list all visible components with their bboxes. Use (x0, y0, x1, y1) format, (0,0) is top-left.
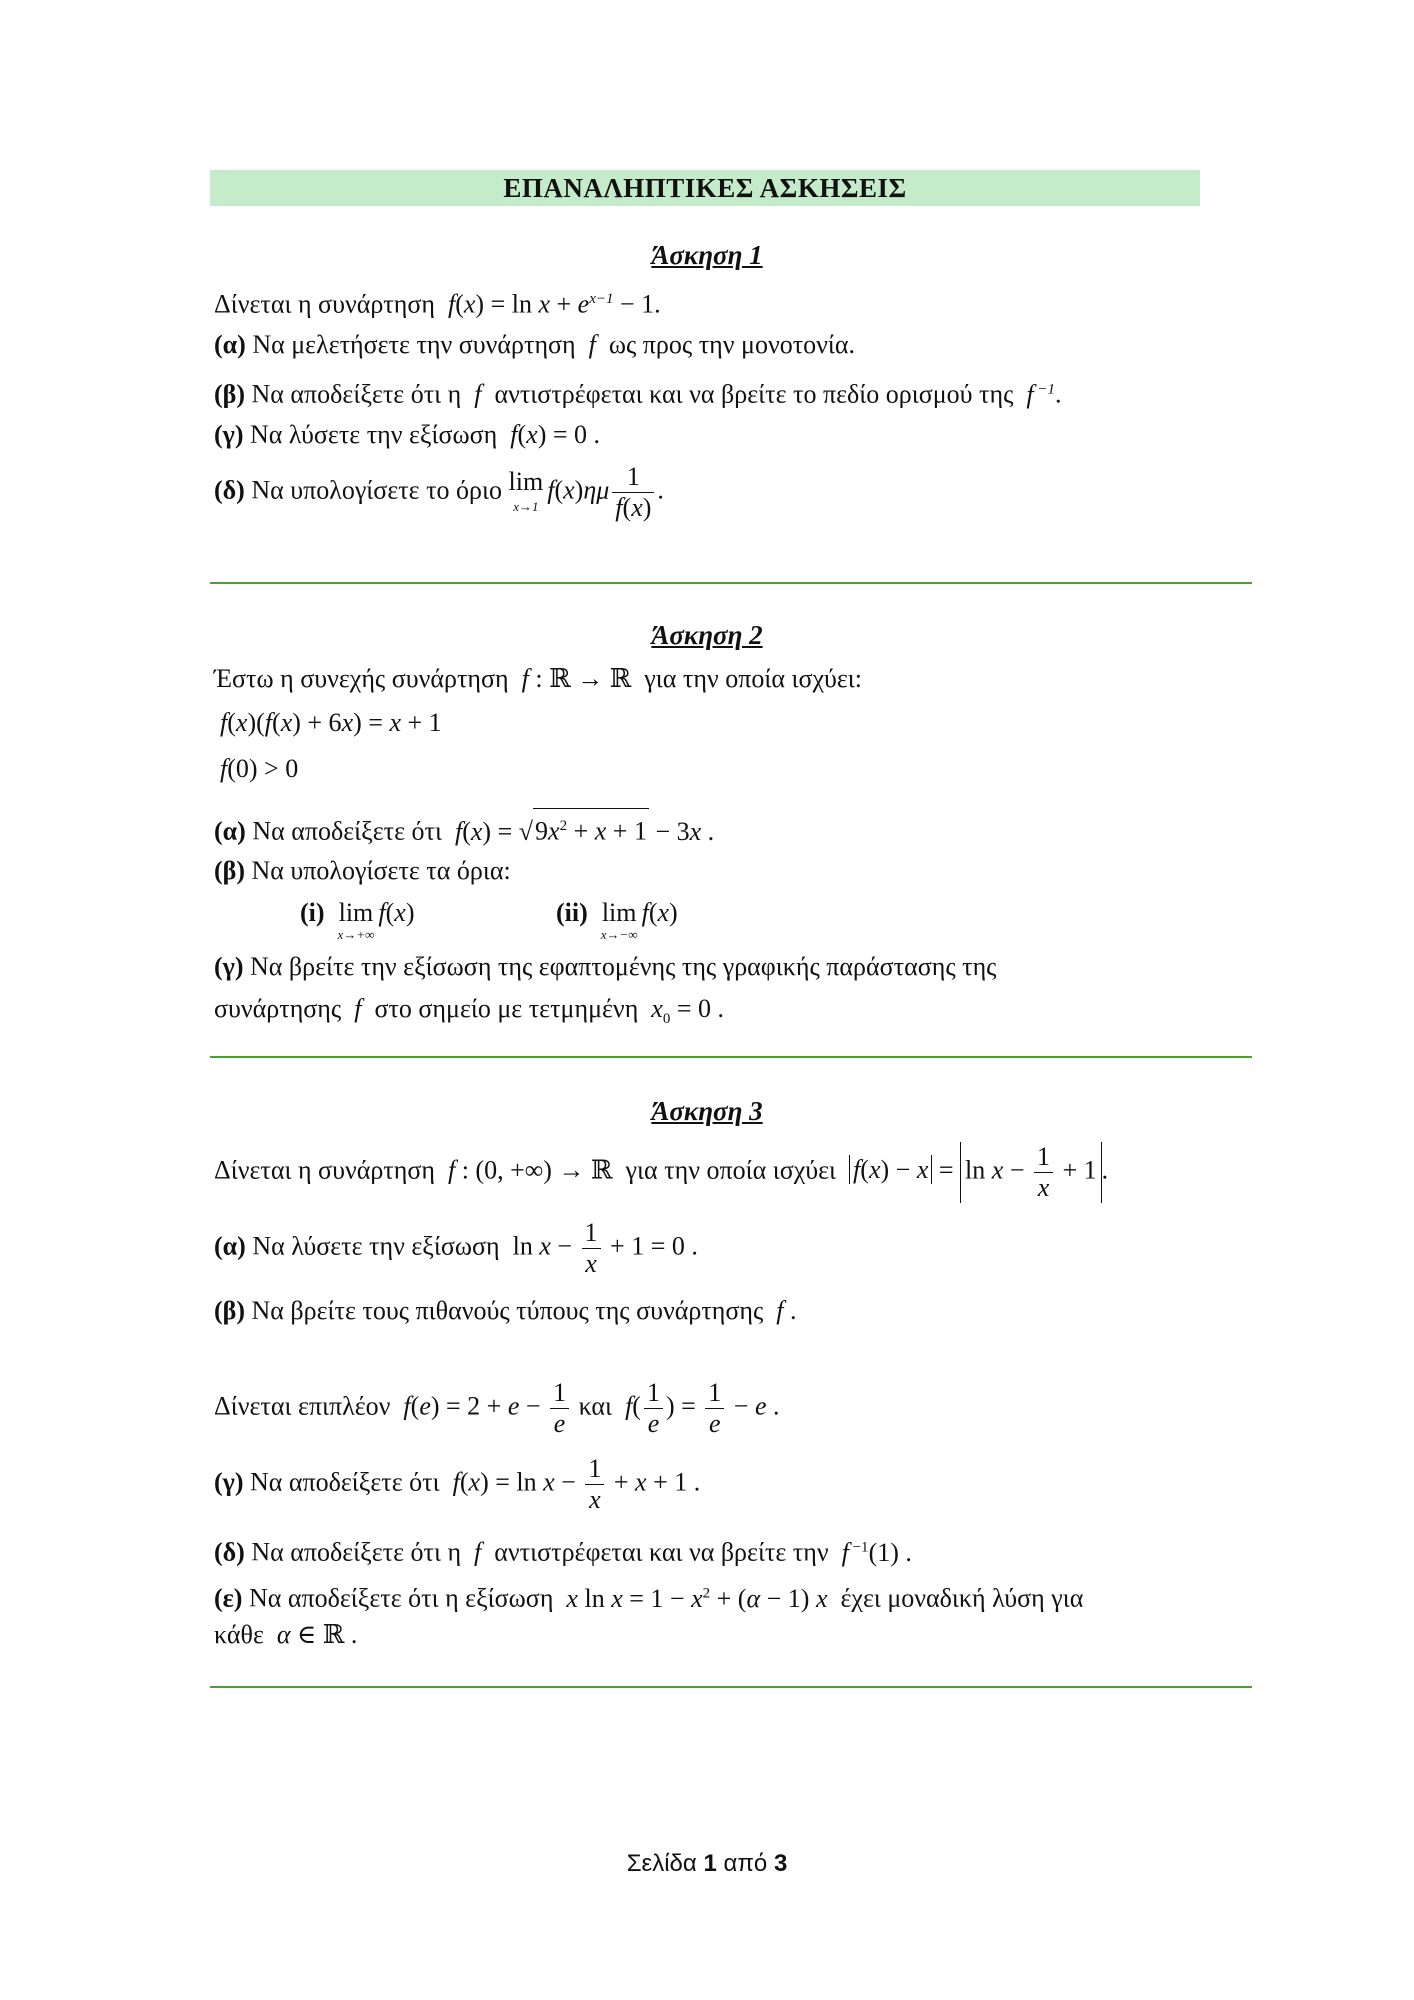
exercise-2-part-b (214, 854, 511, 888)
part-label: (γ) (214, 1467, 244, 1497)
exercise-3-part-a (214, 1218, 698, 1279)
math-f: f (769, 1296, 784, 1325)
exercise-1-title: Άσκηση 1 (651, 240, 763, 270)
part-text-after: ως προς την μονοτονία. (608, 330, 856, 359)
exercise-3-given (214, 1378, 780, 1439)
math-f-inverse: f $^{-1}$ (1019, 379, 1055, 409)
footer-total-pages: 3 (773, 1850, 788, 1877)
part-label: (β) (214, 856, 246, 885)
part-text: Να βρείτε τους πιθανούς τύπους της συνάρτησης (251, 1296, 764, 1325)
exercise-3-part-c (214, 1454, 700, 1515)
math-expression: $x_0 = 0$ . (651, 994, 725, 1028)
intro-text-after: για την οποία ισχύει: (644, 664, 863, 693)
part-text: Να βρείτε την εξίσωση της εφαπτομένης της γραφικής παράστασης της (249, 952, 997, 981)
part-text: Να λύσετε την εξίσωση (249, 420, 498, 449)
part-text: Να μελετήσετε την συνάρτηση (252, 330, 576, 359)
exercise-3-part-d (214, 1530, 912, 1570)
intro-text-after: για την οποία ισχύει (625, 1155, 837, 1185)
given-and: και (578, 1391, 613, 1421)
exercise-2-part-b-i (300, 896, 414, 940)
exercise-2-part-c-cont (214, 992, 724, 1036)
subpart-label: (ii) (556, 898, 588, 927)
exercise-2-equation-2: f(0) > 0 (220, 754, 299, 783)
part-text: Να αποδείξετε ότι η (251, 1537, 462, 1567)
math-expression: x $\ln x = 1 - x^2 + (\alpha - 1)$ x (566, 1583, 828, 1613)
math-expression: ln x − $\frac{1}{x}$ + 1 = 0 . (506, 1218, 698, 1278)
exercise-1-part-a (214, 328, 855, 362)
part-text: Να υπολογίσετε το όριο (251, 475, 503, 505)
part-text-2: συνάρτησης (214, 994, 342, 1023)
math-limit: lim x→1 f(x)ημ $\frac{1}{f(x)}$ . (508, 462, 664, 522)
exercise-1-part-c (214, 418, 600, 452)
exercise-3-part-e-cont (214, 1618, 357, 1652)
exercise-1-part-b: (β) Να αποδείξετε ότι η f αντιστρέφεται και να βρείτε το πεδίο ορισμού της f $^{-1}$. (214, 379, 1062, 409)
page-heading: ΕΠΑΝΑΛΗΠΤΙΚΕΣ ΑΣΚΗΣΕΙΣ (503, 173, 907, 203)
part-text: Να αποδείξετε ότι η εξίσωση (248, 1583, 554, 1613)
footer-page-number: 1 (703, 1850, 717, 1877)
footer-prefix: Σελίδα (626, 1850, 697, 1877)
part-text: Να λύσετε την εξίσωση (252, 1231, 500, 1261)
part-text: Να αποδείξετε ότι η (251, 379, 462, 409)
math-expression: f : (0, +∞) → ℝ (447, 1155, 620, 1185)
exercise-2-equation-1: f(x)(f(x) + 6x) = x + 1 (220, 708, 442, 737)
part-label: (α) (214, 330, 246, 359)
part-label: (β) (214, 1296, 246, 1325)
page-footer (0, 1850, 1414, 1878)
exercise-2-part-b-ii (556, 896, 678, 940)
part-label: (ε) (214, 1583, 243, 1613)
math-expression: $f(x) = √9x^2 + x + 1 - 3x$ . (448, 817, 714, 846)
part-label: (γ) (214, 420, 244, 449)
footer-middle: από (723, 1850, 768, 1877)
math-limit: lim x→−∞ f(x) (600, 898, 678, 942)
math-expression: f(x) = ln x − $\frac{1}{x}$ + x + 1 . (452, 1454, 701, 1514)
separator-line (210, 1056, 1252, 1058)
exercise-3-title: Άσκηση 3 (651, 1096, 763, 1126)
intro-text: Έστω η συνεχής συνάρτηση (214, 664, 509, 693)
math-f: f (467, 379, 488, 409)
part-text-2: κάθε (214, 1620, 264, 1649)
exercise-3-intro (214, 1142, 1108, 1203)
part-label: (δ) (214, 475, 245, 505)
math-f: f (467, 1537, 488, 1567)
part-label: (α) (214, 1231, 246, 1261)
part-label: (δ) (214, 1537, 245, 1567)
math-expression: f( $\frac{1}{e}$ ) = $\frac{1}{e}$ − e . (625, 1378, 780, 1438)
part-text: Να υπολογίσετε τα όρια: (251, 856, 511, 885)
exercise-2-intro (214, 662, 862, 696)
separator-line (210, 1686, 1252, 1688)
math-limit: lim x→+∞ f(x) (337, 898, 415, 942)
part-text-3: στο σημείο με τετμημένη (374, 994, 639, 1023)
exercise-3-part-e (214, 1576, 1083, 1616)
part-label: (γ) (214, 952, 244, 981)
math-expression: f(x) = 0 . (510, 420, 601, 449)
part-label: (α) (214, 816, 246, 846)
math-expression: f(x) − x = ln x − $\frac{1}{x}$ + 1 . (843, 1142, 1109, 1203)
part-label: (β) (214, 379, 246, 409)
part-text-after: αντιστρέφεται και να βρείτε την (494, 1537, 829, 1567)
exercise-2-part-a (214, 808, 714, 849)
exercise-2-title: Άσκηση 2 (651, 620, 763, 650)
subpart-label: (i) (300, 898, 325, 927)
page-heading-banner (210, 170, 1200, 206)
part-text-after: έχει μοναδική λύση για (840, 1583, 1084, 1613)
math-f: f (582, 330, 603, 359)
exercise-1-part-d (214, 462, 664, 523)
math-expression: f(e) = 2 + e − $\frac{1}{e}$ (397, 1378, 572, 1439)
intro-text: Δίνεται η συνάρτηση (214, 1155, 435, 1185)
math-expression: f : ℝ → ℝ (521, 664, 638, 693)
part-text: Να αποδείξετε ότι (252, 816, 442, 846)
intro-text: Δίνεται η συνάρτηση (214, 289, 435, 319)
exercise-3-part-b: (β) Να βρείτε τους πιθανούς τύπους της συνάρτησης f . (214, 1296, 797, 1325)
exercise-2-part-c (214, 950, 996, 984)
part-text: Να αποδείξετε ότι (249, 1467, 440, 1497)
given-text: Δίνεται επιπλέον (214, 1391, 391, 1421)
part-text-after: αντιστρέφεται και να βρείτε το πεδίο ορισμού της (494, 379, 1014, 409)
exercise-1-intro: Δίνεται η συνάρτηση $f(x) = \ln x + e^{x-1} - 1$. (214, 289, 661, 319)
math-expression: f $^{-1}$(1) . (841, 1537, 912, 1567)
separator-line (210, 582, 1252, 584)
math-expression: α ∈ ℝ . (276, 1620, 358, 1649)
math-f: f (347, 994, 368, 1023)
math-expression: f (441, 289, 456, 319)
